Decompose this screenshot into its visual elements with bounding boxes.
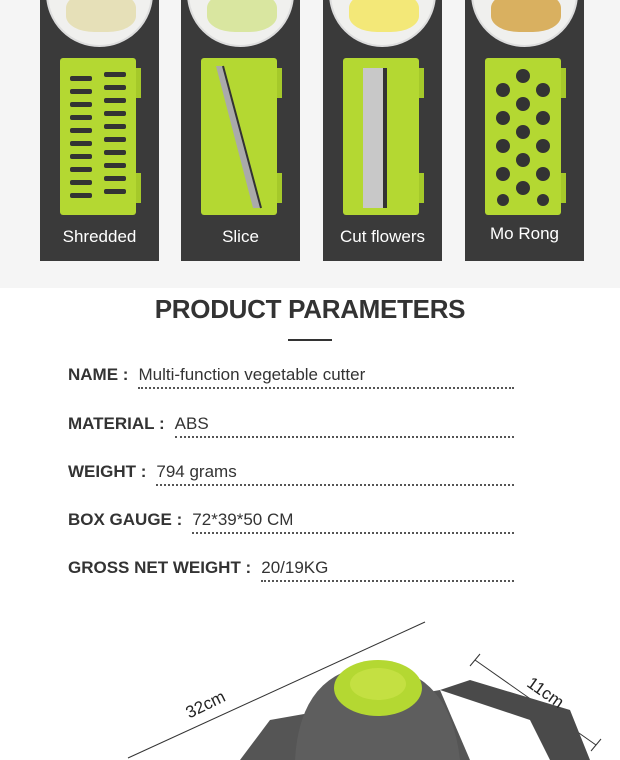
param-key: NAME : [68, 365, 129, 384]
param-value: Multi-function vegetable cutter [138, 365, 514, 389]
param-row-weight [68, 456, 514, 486]
blade-showcase [0, 0, 620, 288]
param-key: WEIGHT : [68, 462, 147, 481]
section-title: PRODUCT PARAMETERS [154, 294, 466, 324]
length-dimension-label: 32cm [182, 686, 229, 723]
title-underline [288, 339, 332, 341]
blade-label: Mo Rong [490, 224, 559, 243]
param-value: 20/19KG [261, 558, 514, 582]
param-value: ABS [175, 414, 514, 438]
wave-blade-image [343, 58, 419, 215]
param-row-gross-net-weight [68, 552, 514, 582]
slice-blade-image [201, 58, 277, 215]
param-value: 72*39*50 CM [192, 510, 514, 534]
param-row-name [68, 359, 514, 389]
food-plate-image [329, 0, 436, 47]
shredder-blade-image [60, 58, 136, 215]
param-key: GROSS NET WEIGHT : [68, 558, 252, 577]
param-row-material [68, 408, 514, 438]
param-row-box-gauge [68, 504, 514, 534]
blade-card-shredded [40, 0, 159, 261]
blade-label: Cut flowers [339, 227, 426, 246]
product-dimension-image [0, 600, 620, 760]
param-key: BOX GAUGE : [68, 510, 183, 529]
blade-card-cut-flowers [323, 0, 442, 261]
food-plate-image [187, 0, 294, 47]
dicing-blade-image [485, 58, 561, 215]
blade-card-mo-rong [465, 0, 584, 261]
food-plate-image [46, 0, 153, 47]
width-dimension-label: 11cm [523, 673, 568, 712]
blade-label: Slice [222, 227, 259, 246]
blade-label: Shredded [62, 227, 137, 246]
param-key: MATERIAL : [68, 414, 165, 433]
param-value: 794 grams [156, 462, 514, 486]
food-plate-image [471, 0, 578, 47]
blade-card-slice [181, 0, 300, 261]
